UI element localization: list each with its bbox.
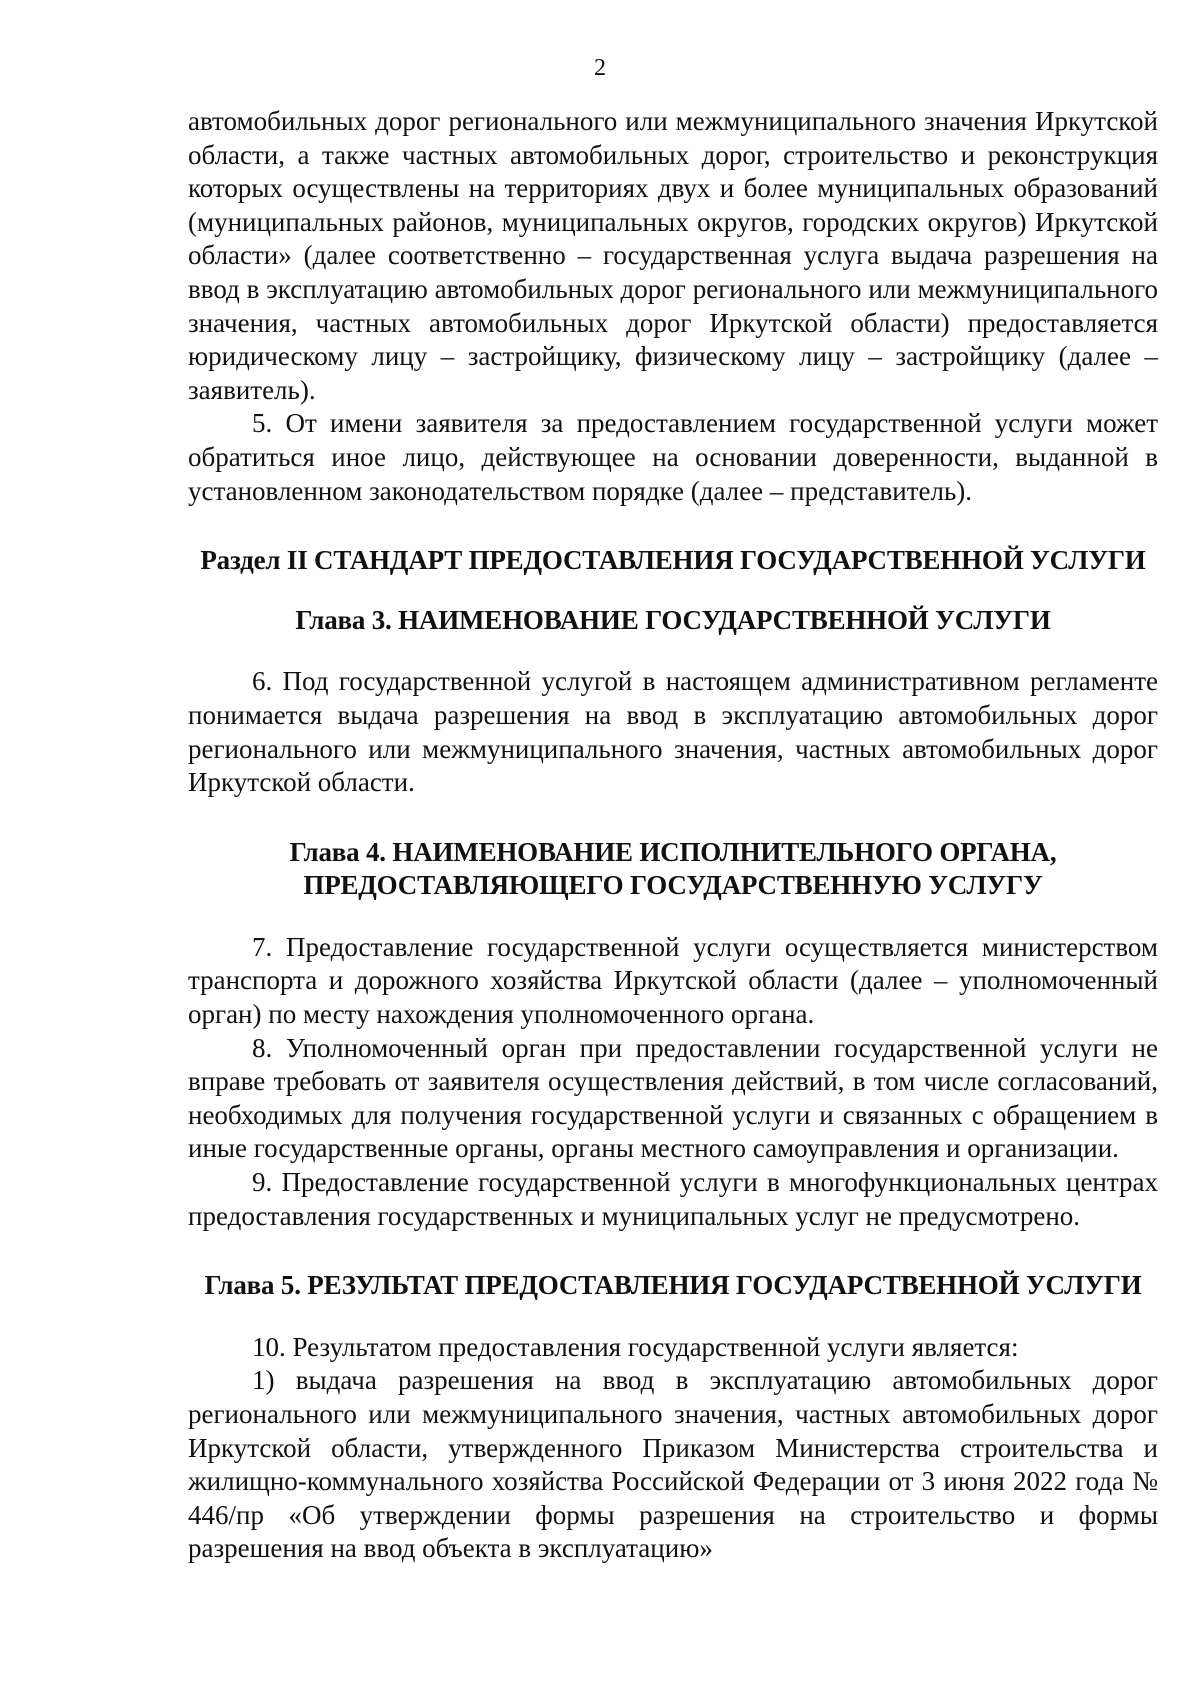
paragraph-9: 9. Предоставление государственной услуги в многофункциональных центрах предоставления государственных и муниципальных услуг не предусмотрено.	[188, 1167, 1158, 1231]
paragraph-8: 8. Уполномоченный орган при предоставлении государственной услуги не вправе требовать от заявителя осуществления действий, в том числе согласований, необходимых для получения государственной услуги и связанных с обращением в иные государственные органы, органы местного самоуправления и организации.	[188, 1032, 1158, 1164]
paragraph-continuation: автомобильных дорог регионального или межмуниципального значения Иркутской области, а также частных автомобильных дорог, строительство и реконструкция которых осуществлены на территориях двух и более муниципальных образований (муниципальных районов, муниципальных округов, городских округов) Иркутской области» (далее соответственно – государственная услуга выдача разрешения на ввод в эксплуатацию автомобильных дорог регионального или межмуниципального значения, частных автомобильных дорог Иркутской области) предоставляется юридическому лицу – застройщику, физическому лицу – застройщику (далее – заявитель).	[188, 106, 1158, 405]
document-body	[188, 105, 1158, 1566]
chapter-5-title: Глава 5. РЕЗУЛЬТАТ ПРЕДОСТАВЛЕНИЯ ГОСУДАРСТВЕННОЙ УСЛУГИ	[204, 1270, 1142, 1301]
page-number: 2	[594, 55, 606, 81]
paragraph-6: 6. Под государственной услугой в настоящем административном регламенте понимается выдача разрешения на ввод в эксплуатацию автомобильных дорог регионального или межмуниципального значения, частных автомобильных дорог Иркутской области.	[188, 666, 1158, 798]
chapter-4-title-line-1: Глава 4. НАИМЕНОВАНИЕ ИСПОЛНИТЕЛЬНОГО ОРГАНА,	[289, 836, 1057, 867]
section-2-title: Раздел II СТАНДАРТ ПРЕДОСТАВЛЕНИЯ ГОСУДАРСТВЕННОЙ УСЛУГИ	[200, 545, 1146, 576]
paragraph-10: 10. Результатом предоставления государственной услуги является:	[252, 1331, 1019, 1362]
chapter-4-title	[188, 836, 1158, 903]
paragraph-7: 7. Предоставление государственной услуги осуществляется министерством транспорта и дорожного хозяйства Иркутской области (далее – уполномоченный орган) по месту нахождения уполномоченного органа.	[188, 931, 1158, 1030]
chapter-4-title-line-2: ПРЕДОСТАВЛЯЮЩЕГО ГОСУДАРСТВЕННУЮ УСЛУГУ	[303, 870, 1043, 901]
paragraph-10-item-1: 1) выдача разрешения на ввод в эксплуатацию автомобильных дорог регионального или межмуниципального значения, частных автомобильных дорог Иркутской области, утвержденного Приказом Министерства строительства и жилищно-коммунального хозяйства Российской Федерации от 3 июня 2022 года № 446/пр «Об утверждении формы разрешения на строительство и формы разрешения на ввод объекта в эксплуатацию»	[188, 1365, 1158, 1564]
chapter-3-title: Глава 3. НАИМЕНОВАНИЕ ГОСУДАРСТВЕННОЙ УСЛУГИ	[295, 604, 1051, 635]
paragraph-5: 5. От имени заявителя за предоставлением государственной услуги может обратиться иное лицо, действующее на основании доверенности, выданной в установленном законодательством порядке (далее – представитель).	[188, 408, 1158, 506]
